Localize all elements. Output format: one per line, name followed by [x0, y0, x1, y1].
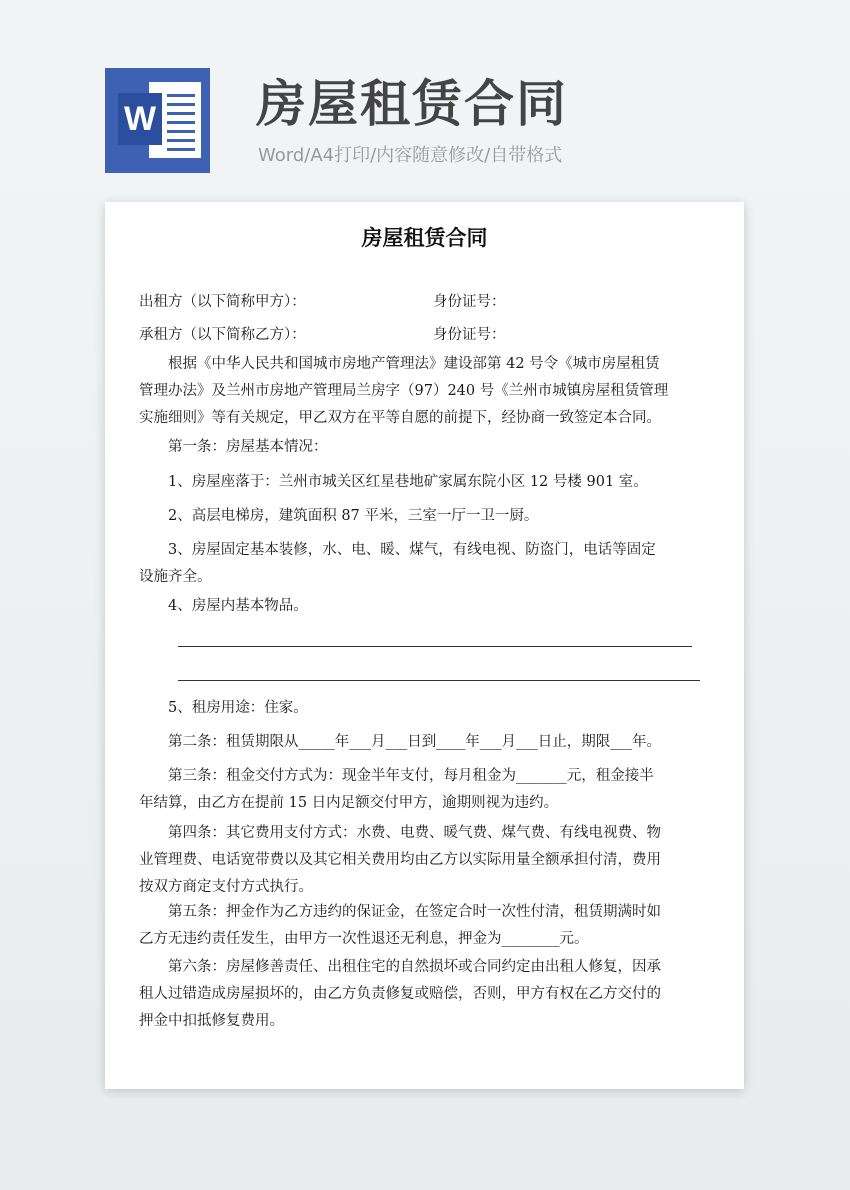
item-4-contents: 4、房屋内基本物品。	[139, 598, 308, 614]
item-5-purpose: 5、租房用途：住家。	[139, 700, 308, 716]
lessor-label: 出租方（以下简称甲方）：	[139, 294, 306, 310]
blank-line	[178, 646, 692, 647]
template-title: 房屋租赁合同	[256, 75, 568, 133]
lessee-row	[139, 325, 714, 345]
article-3-rent: 第三条：租金交付方式为：现金半年支付，每月租金为_______元，租金接半 年结算，由乙方在提前 15 日内足额交付甲方，逾期则视为违约。	[139, 768, 654, 811]
intro-line: 根据《中华人民共和国城市房地产管理法》建设部第 42 号令《城市房屋租赁	[139, 356, 660, 372]
item-1-location: 1、房屋座落于：兰州市城关区红星巷地矿家属东院小区 12 号楼 901 室。	[139, 474, 648, 490]
blank-line	[178, 680, 700, 681]
intro-line: 实施细则》等有关规定，甲乙双方在平等自愿的前提下，经协商一致签定本合同。	[139, 410, 661, 426]
word-icon-letter: W	[118, 93, 162, 145]
contract-title: 房屋租赁合同	[361, 226, 488, 250]
template-subtitle: Word/A4打印/内容随意修改/自带格式	[258, 145, 563, 166]
article-2-term: 第二条：租赁期限从_____年___月___日到____年___月___日止，期限___年。	[139, 734, 661, 750]
template-header	[0, 0, 850, 200]
lessor-id-label: 身份证号：	[433, 294, 506, 310]
lessee-id-label: 身份证号：	[433, 327, 506, 343]
lessor-row	[139, 292, 714, 312]
item-2-area: 2、高层电梯房，建筑面积 87 平米，三室一厅一卫一厨。	[139, 508, 539, 524]
article-4-fees: 第四条：其它费用支付方式：水费、电费、暖气费、煤气费、有线电视费、物 业管理费、电话宽带费以及其它相关费用均由乙方以实际用量全额承担付清，费用 按双方商定支付方式执行。	[139, 825, 661, 895]
lessee-label: 承租方（以下简称乙方）：	[139, 327, 306, 343]
intro-line: 管理办法》及兰州市房地产管理局兰房字（97）240 号《兰州市城镇房屋租赁管理	[139, 383, 669, 399]
intro-paragraph	[139, 351, 714, 432]
article-5-deposit: 第五条：押金作为乙方违约的保证金，在签定合时一次性付清，租赁期满时如 乙方无违约责任发生，由甲方一次性退还无利息，押金为________元。	[139, 904, 661, 947]
item-3-fixtures: 3、房屋固定基本装修，水、电、暖、煤气，有线电视、防盗门，电话等固定 设施齐全。	[139, 542, 656, 585]
article-6-repair: 第六条：房屋修善责任、出租住宅的自然损坏或合同约定由出租人修复，因承 租人过错造成房屋损坏的，由乙方负责修复或赔偿，否则，甲方有权在乙方交付的 押金中扣抵修复费用。	[139, 959, 661, 1029]
word-document-icon	[105, 68, 210, 173]
document-page	[105, 202, 744, 1089]
article-1-title: 第一条：房屋基本情况：	[139, 439, 328, 455]
